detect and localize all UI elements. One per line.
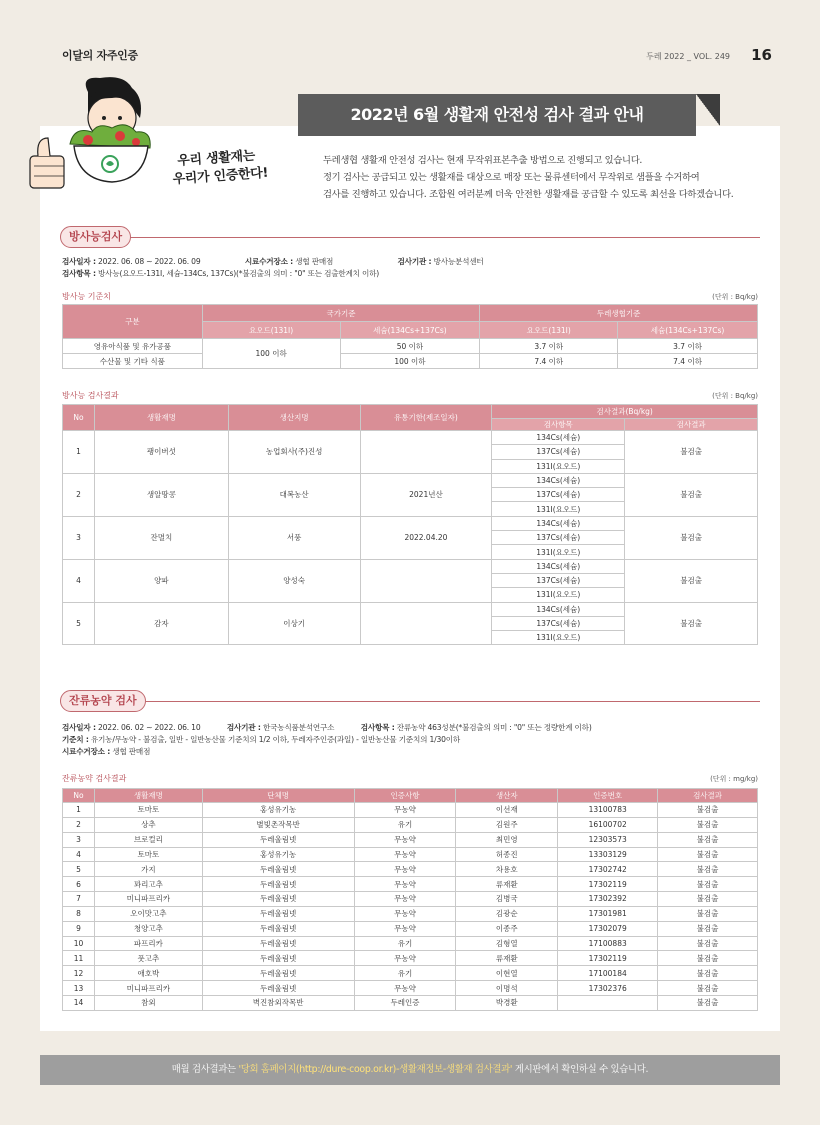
table-cell: 꽈리고추 [94,877,202,892]
table-cell: 불검출 [658,832,758,847]
table-cell: 12303573 [558,832,658,847]
table-cell: 2 [63,817,95,832]
table-cell: 두레울림넷 [202,966,354,981]
table-cell: 차용호 [456,862,558,877]
pesticide-results-label: 잔류농약 검사결과 [62,774,127,783]
table-cell: 17302742 [558,862,658,877]
radiation-results-unit: (단위 : Bq/kg) [712,392,758,400]
radiation-results-label: 방사능 검사결과 [62,391,119,400]
intro-line: 검사를 진행하고 있습니다. 조합원 여러분께 더욱 안전한 생활재를 공급할 수 있도록 최선을 다하겠습니다. [323,189,734,200]
column-header: 검사결과 [658,789,758,803]
table-cell: 미니파프리카 [94,981,202,996]
standard-label: 기준치 : [62,735,89,744]
radiation-meta-line-1 [62,256,484,268]
table-cell: 류재환 [456,951,558,966]
table-row [63,995,758,1010]
table-cell: 3 [63,516,95,559]
table-cell: 3.7 이하 [618,339,758,354]
test-item-cell: 131I(요오드) [492,459,625,473]
table-cell: 무농약 [354,892,456,907]
footer-text: 게시판에서 확인하실 수 있습니다. [512,1064,649,1075]
table-cell: 2022.04.20 [360,516,492,559]
result-cell: 불검출 [625,516,758,559]
issue-number: 두레 2022 _ VOL. 249 [646,52,730,61]
table-cell: 2021년산 [360,473,492,516]
column-header: 검사항목 [492,419,625,431]
table-cell: 수산물 및 기타 식품 [63,354,203,369]
table-cell: 13 [63,981,95,996]
table-cell: 이명석 [456,981,558,996]
table-cell: 잔멸치 [94,516,228,559]
slogan-line-1: 우리 생활재는 [176,148,256,169]
table-cell: 생알땅콩 [94,473,228,516]
table-row [63,602,758,616]
test-item-cell: 131I(요오드) [492,631,625,645]
table-row [63,921,758,936]
table-cell: 4 [63,847,95,862]
table-cell: 50 이하 [340,339,480,354]
table-row [63,877,758,892]
table-cell: 두레울림넷 [202,892,354,907]
table-cell: 풋고추 [94,951,202,966]
table-row [63,906,758,921]
radiation-section-header [60,226,760,252]
table-cell: 불검출 [658,966,758,981]
test-item-cell: 134Cs(세슘) [492,431,625,445]
table-row [63,473,758,487]
column-header: 요오드(131I) [480,322,618,339]
table-cell: 두레울림넷 [202,921,354,936]
table-cell: 미니파프리카 [94,892,202,907]
agency-label: 검사기관 : [397,257,432,266]
table-cell: 11 [63,951,95,966]
test-item-cell: 134Cs(세슘) [492,559,625,573]
table-cell: 6 [63,877,95,892]
table-cell: 불검출 [658,981,758,996]
table-cell: 허종진 [456,847,558,862]
table-cell: 유기 [354,966,456,981]
place-label: 시료수거장소 : [244,257,293,266]
table-cell: 7.4 이하 [618,354,758,369]
agency-label: 검사기관 : [226,723,261,732]
slogan-line-2: 우리가 인증한다! [172,165,269,188]
table-cell: 무농약 [354,862,456,877]
table-cell: 가지 [94,862,202,877]
table-cell: 5 [63,862,95,877]
table-cell: 17302376 [558,981,658,996]
table-cell: 두레울림넷 [202,951,354,966]
radiation-standard-table [62,304,758,369]
radiation-meta-line-2 [62,268,484,280]
table-cell: 김광순 [456,906,558,921]
table-cell: 17100883 [558,936,658,951]
standard-value: 유기농/무농약 - 불검출, 일반 - 일반농산물 기준치의 1/2 이하, 두레자주인증(과일) - 일반농산물 기준치의 1/30이하 [90,735,461,744]
column-header: 생활재명 [94,405,228,431]
table-cell: 불검출 [658,936,758,951]
table-row [63,936,758,951]
table-cell: 서풍 [228,516,360,559]
sample-place: 생협 판매점 [295,257,334,266]
table-row [63,431,758,445]
table-cell: 이현열 [456,966,558,981]
table-cell: 17302119 [558,877,658,892]
table-cell: 1 [63,803,95,818]
table-cell: 17302392 [558,892,658,907]
pesticide-results-table [62,788,758,1011]
radiation-section-title: 방사능검사 [60,226,131,248]
table-cell: 불검출 [658,803,758,818]
table-cell [558,995,658,1010]
table-cell: 불검출 [658,892,758,907]
table-cell: 무농약 [354,832,456,847]
pesticide-section-title: 잔류농약 검사 [60,690,146,712]
mascot-illustration [28,74,168,196]
table-row [63,951,758,966]
column-header: 인증번호 [558,789,658,803]
page-number: 16 [751,46,772,64]
table-cell: 무농약 [354,981,456,996]
table-cell: 두레울림넷 [202,906,354,921]
test-items: 잔류농약 463성분(*불검출의 의미 : "0" 또는 정량한계 이하) [396,723,592,732]
column-header: 구분 [63,305,203,339]
table-cell: 9 [63,921,95,936]
table-cell: 불검출 [658,906,758,921]
table-cell: 14 [63,995,95,1010]
table-cell: 불검출 [658,951,758,966]
radiation-standard-unit: (단위 : Bq/kg) [712,293,758,301]
table-cell: 3.7 이하 [480,339,618,354]
table-cell: 16100702 [558,817,658,832]
table-cell: 10 [63,936,95,951]
table-cell: 13100783 [558,803,658,818]
page-header [0,0,820,80]
result-cell: 불검출 [625,431,758,474]
table-cell: 13303129 [558,847,658,862]
table-cell: 이상기 [228,602,360,645]
banner-fold-decoration [696,94,720,126]
column-header: 단체명 [202,789,354,803]
table-cell: 류재환 [456,877,558,892]
radiation-meta [62,256,484,280]
column-header: 세슘(134Cs+137Cs) [340,322,480,339]
table-row [63,803,758,818]
test-item-cell: 131I(요오드) [492,588,625,602]
table-cell: 홍성유기농 [202,847,354,862]
table-cell [360,559,492,602]
table-cell: 무농약 [354,877,456,892]
table-row [63,832,758,847]
table-row [63,981,758,996]
test-item-cell: 137Cs(세슘) [492,445,625,459]
column-header: 생활재명 [94,789,202,803]
table-cell: 불검출 [658,847,758,862]
table-row [63,966,758,981]
column-header: 생산지명 [228,405,360,431]
table-row [63,862,758,877]
table-cell: 이선재 [456,803,558,818]
table-cell: 12 [63,966,95,981]
table-cell: 김원주 [456,817,558,832]
slogan [171,147,269,190]
table-cell: 팽이버섯 [94,431,228,474]
column-header: 유통기한(제조일자) [360,405,492,431]
table-cell: 17100184 [558,966,658,981]
table-cell: 영유아식품 및 유가공품 [63,339,203,354]
table-cell: 두레울림넷 [202,936,354,951]
table-cell: 별빛촌작목반 [202,817,354,832]
table-cell: 양성숙 [228,559,360,602]
test-item-cell: 134Cs(세슘) [492,602,625,616]
table-cell: 불검출 [658,877,758,892]
column-header: 검사결과(Bq/kg) [492,405,758,419]
intro-line: 두레생협 생활재 안전성 검사는 현재 무작위표본추출 방법으로 진행되고 있습니다. [323,155,643,166]
table-cell: 두레울림넷 [202,862,354,877]
footer-link-text: '당회 홈페이지(http://dure-coop.or.kr)-생활재정보-생활재 검사결과' [238,1064,513,1075]
table-cell: 7 [63,892,95,907]
table-cell: 두레울림넷 [202,832,354,847]
test-item-cell: 137Cs(세슘) [492,616,625,630]
table-cell: 7.4 이하 [480,354,618,369]
test-date: 2022. 06. 02 ~ 2022. 06. 10 [98,723,201,732]
pesticide-meta-line-3 [62,746,592,758]
column-header: 검사결과 [625,419,758,431]
pesticide-results-unit: (단위 : mg/kg) [710,775,758,783]
table-cell: 파프리카 [94,936,202,951]
table-cell: 무농약 [354,951,456,966]
pesticide-meta [62,722,592,758]
table-row [63,892,758,907]
table-cell: 토마토 [94,847,202,862]
section-name: 이달의 자주인증 [62,49,138,62]
table-row [63,354,758,369]
table-cell: 두레울림넷 [202,877,354,892]
table-cell: 불검출 [658,921,758,936]
table-cell: 3 [63,832,95,847]
table-cell: 감자 [94,602,228,645]
table-cell: 두레울림넷 [202,981,354,996]
table-cell: 불검출 [658,817,758,832]
column-header: No [63,789,95,803]
table-row [63,817,758,832]
test-item-cell: 137Cs(세슘) [492,531,625,545]
table-cell: 오이맛고추 [94,906,202,921]
table-cell: 무농약 [354,906,456,921]
items-label: 검사항목 : [62,269,96,278]
table-cell: 홍성유기농 [202,803,354,818]
place-label: 시료수거장소 : [62,747,111,756]
test-agency: 방사능분석센터 [433,257,484,266]
section-divider [130,237,760,238]
table-cell: 토마토 [94,803,202,818]
table-cell: 이종주 [456,921,558,936]
table-cell: 2 [63,473,95,516]
column-header: 요오드(131I) [202,322,340,339]
column-header: 인증사항 [354,789,456,803]
table-cell: 양파 [94,559,228,602]
page-title: 2022년 6월 생활재 안전성 검사 결과 안내 [298,94,696,136]
table-cell: 무농약 [354,803,456,818]
test-date: 2022. 06. 08 ~ 2022. 06. 09 [98,257,201,266]
table-cell: 김형열 [456,936,558,951]
table-cell: 무농약 [354,847,456,862]
result-cell: 불검출 [625,559,758,602]
table-cell: 농업회사(주)진성 [228,431,360,474]
table-cell: 17302079 [558,921,658,936]
test-item-cell: 131I(요오드) [492,502,625,516]
column-header: 두레생협기준 [480,305,758,322]
table-row [63,847,758,862]
test-items: 방사능(요오드-131I, 세슘-134Cs, 137Cs)(*불검출의 의미 : "0" 또는 검출한계치 이하) [98,269,380,278]
table-cell: 상추 [94,817,202,832]
table-cell: 5 [63,602,95,645]
table-cell: 8 [63,906,95,921]
table-cell: 불검출 [658,862,758,877]
column-header: 세슘(134Cs+137Cs) [618,322,758,339]
test-item-cell: 137Cs(세슘) [492,488,625,502]
table-row [63,339,758,354]
footer-text: 매월 검사결과는 [171,1064,239,1075]
date-label: 검사일자 : [62,257,96,266]
test-item-cell: 137Cs(세슘) [492,573,625,587]
table-cell [360,431,492,474]
table-cell: 대복농산 [228,473,360,516]
table-cell: 17301981 [558,906,658,921]
column-header: No [63,405,95,431]
pesticide-meta-line-2 [62,734,592,746]
table-cell: 4 [63,559,95,602]
radiation-standard-label: 방사능 기준치 [62,292,111,301]
table-cell: 유기 [354,817,456,832]
table-cell: 100 이하 [340,354,480,369]
items-label: 검사항목 : [360,723,395,732]
table-cell: 무농약 [354,921,456,936]
date-label: 검사일자 : [62,723,96,732]
sample-place: 생협 판매점 [112,747,151,756]
pesticide-section-header [60,690,760,716]
table-cell: 박경환 [456,995,558,1010]
test-item-cell: 131I(요오드) [492,545,625,559]
table-cell: 100 이하 [202,339,340,369]
result-cell: 불검출 [625,473,758,516]
test-item-cell: 134Cs(세슘) [492,473,625,487]
table-cell: 브로컬리 [94,832,202,847]
table-cell: 두레인증 [354,995,456,1010]
column-header: 생산자 [456,789,558,803]
table-cell: 벽진참외작목반 [202,995,354,1010]
table-cell: 유기 [354,936,456,951]
intro-text [323,152,763,203]
column-header: 국가기준 [202,305,480,322]
section-divider [146,701,760,702]
table-cell: 17302119 [558,951,658,966]
table-row [63,516,758,530]
table-cell [360,602,492,645]
table-cell: 1 [63,431,95,474]
table-cell: 최민영 [456,832,558,847]
pesticide-meta-line-1 [62,722,592,734]
table-row [63,559,758,573]
result-cell: 불검출 [625,602,758,645]
footer-notice [40,1055,780,1085]
test-item-cell: 134Cs(세슘) [492,516,625,530]
radiation-results-table [62,404,758,645]
table-cell: 김병국 [456,892,558,907]
table-cell: 불검출 [658,995,758,1010]
intro-line: 정기 검사는 공급되고 있는 생활재를 대상으로 매장 또는 물류센터에서 무작위로 샘플을 수거하여 [323,172,700,183]
test-agency: 한국농식품분석연구소 [262,723,335,732]
table-cell: 청양고추 [94,921,202,936]
table-cell: 애호박 [94,966,202,981]
table-cell: 참외 [94,995,202,1010]
